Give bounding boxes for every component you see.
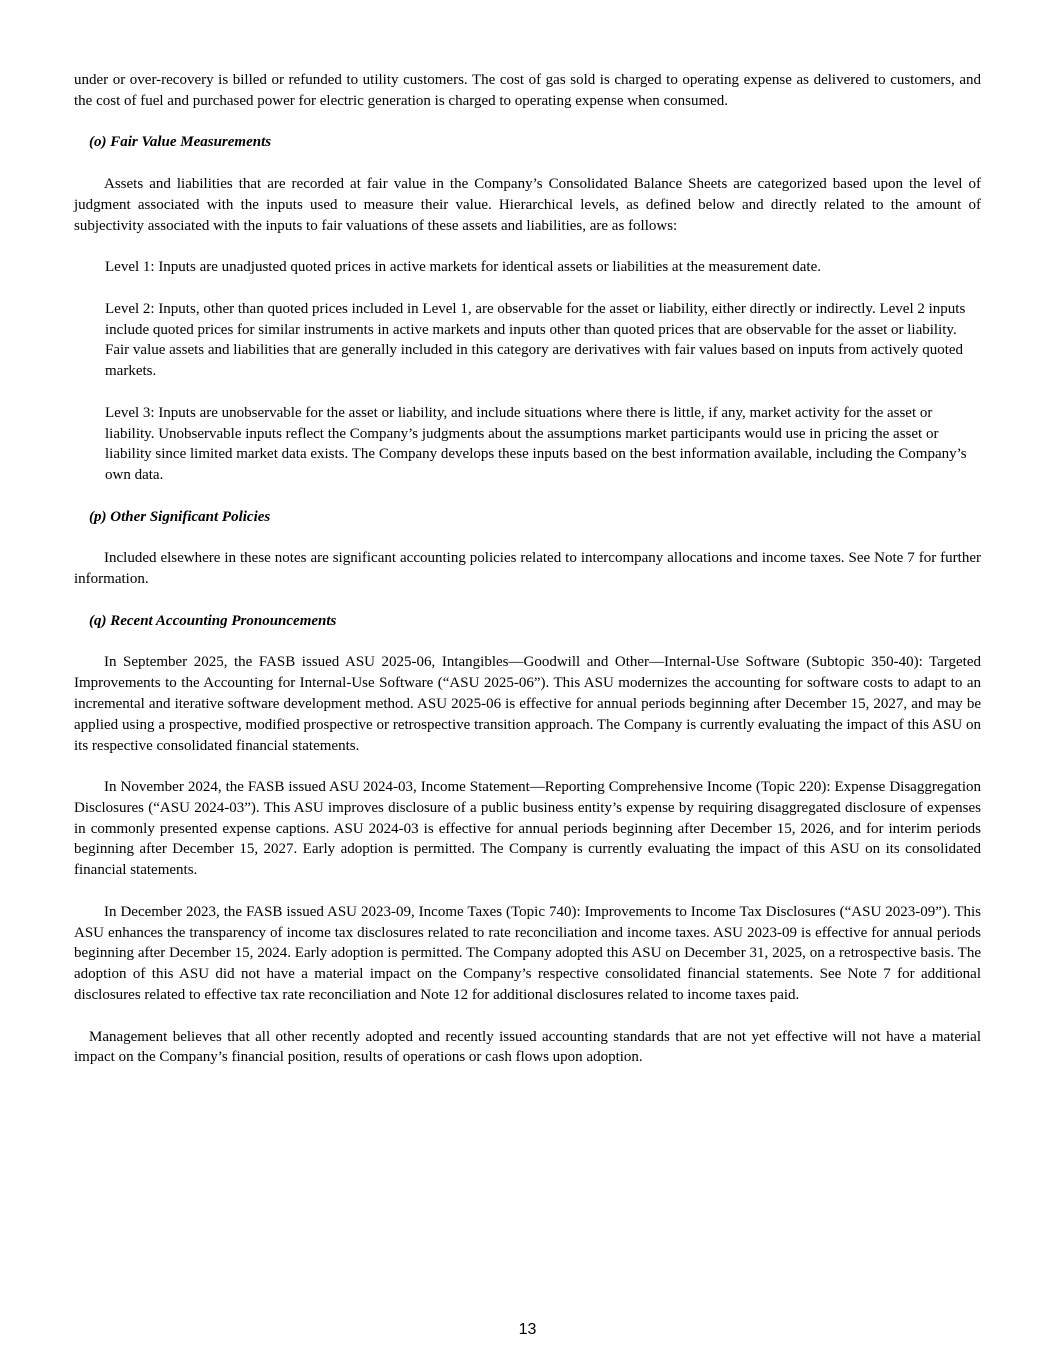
section-heading-fair-value: (o) Fair Value Measurements: [89, 134, 272, 151]
level-3-definition: Level 3: Inputs are unobservable for the asset or liability, and include situations where there is little, if any, market activity for the asset or liability. Unobservable inputs reflect the Company’s judgments about the assumptions market participants would use in pricing the asset or liability since limited market data exists. The Company develops these inputs based on the best information available, including the Company’s own data.: [105, 404, 967, 484]
other-policies-paragraph: Included elsewhere in these notes are significant accounting policies related to intercompany allocations and income taxes. See Note 7 for further information.: [74, 550, 981, 588]
intro-paragraph: under or over-recovery is billed or refunded to utility customers. The cost of gas sold is charged to operating expense as delivered to customers, and the cost of fuel and purchased power for electric generation is charged to operating expense when consumed.: [74, 72, 981, 109]
management-paragraph: Management believes that all other recently adopted and recently issued accounting standards that are not yet effective will not have a material impact on the Company’s financial position, results of operations or cash flows upon adoption.: [74, 1028, 981, 1066]
page-content: [74, 70, 981, 1068]
asu-2023-09-paragraph: In December 2023, the FASB issued ASU 2023-09, Income Taxes (Topic 740): Improvements to Income Tax Disclosures (“ASU 2023-09”). This ASU enhances the transparency of income tax disclosures related to rate reconciliation and income taxes. ASU 2023-09 is effective for annual periods beginning after December 15, 2024. Early adoption is permitted. The Company adopted this ASU on December 31, 2025, on a retrospective basis. The adoption of this ASU did not have a material impact on the Company’s respective consolidated financial statements. See Note 7 for additional disclosures related to effective tax rate reconciliation and Note 12 for additional disclosures related to income taxes paid.: [74, 903, 981, 1004]
level-2-definition: Level 2: Inputs, other than quoted prices included in Level 1, are observable for the asset or liability, either directly or indirectly. Level 2 inputs include quoted prices for similar instruments in active markets and inputs other than quoted prices that are observable for the asset or liability. Fair value assets and liabilities that are generally included in this category are derivatives with fair values based on inputs from actively quoted markets.: [105, 300, 966, 380]
asu-2024-03-paragraph: In November 2024, the FASB issued ASU 2024-03, Income Statement—Reporting Comprehensive Income (Topic 220): Expense Disaggregation Disclosures (“ASU 2024-03”). This ASU improves disclosure of a public business entity’s expense by requiring disaggregated disclosure of expenses in commonly presented expense captions. ASU 2024-03 is effective for annual periods beginning after December 15, 2026, and for interim periods beginning after December 15, 2027. Early adoption is permitted. The Company is currently evaluating the impact of this ASU on its consolidated financial statements.: [74, 779, 981, 879]
section-heading-other-policies: (p) Other Significant Policies: [89, 508, 271, 525]
level-1-definition: Level 1: Inputs are unadjusted quoted prices in active markets for identical assets or liabilities at the measurement date.: [105, 259, 822, 276]
asu-2025-06-paragraph: In September 2025, the FASB issued ASU 2025-06, Intangibles—Goodwill and Other—Internal-Use Software (Subtopic 350-40): Targeted Improvements to the Accounting for Internal-Use Software (“ASU 2025-06”). This ASU modernizes the accounting for software costs to adapt to an incremental and iterative software development method. ASU 2025-06 is effective for annual periods beginning after December 15, 2027, and may be applied using a prospective, modified prospective or retrospective transition approach. The Company is currently evaluating the impact of this ASU on its respective consolidated financial statements.: [74, 654, 981, 754]
section-heading-recent-pronouncements: (q) Recent Accounting Pronouncements: [89, 612, 337, 629]
page-number: 13: [518, 1321, 537, 1338]
fair-value-paragraph: Assets and liabilities that are recorded at fair value in the Company’s Consolidated Balance Sheets are categorized based upon the level of judgment associated with the inputs used to measure their value. Hierarchical levels, as defined below and directly related to the amount of subjectivity associated with the inputs to fair valuations of these assets and liabilities, are as follows:: [74, 175, 981, 234]
